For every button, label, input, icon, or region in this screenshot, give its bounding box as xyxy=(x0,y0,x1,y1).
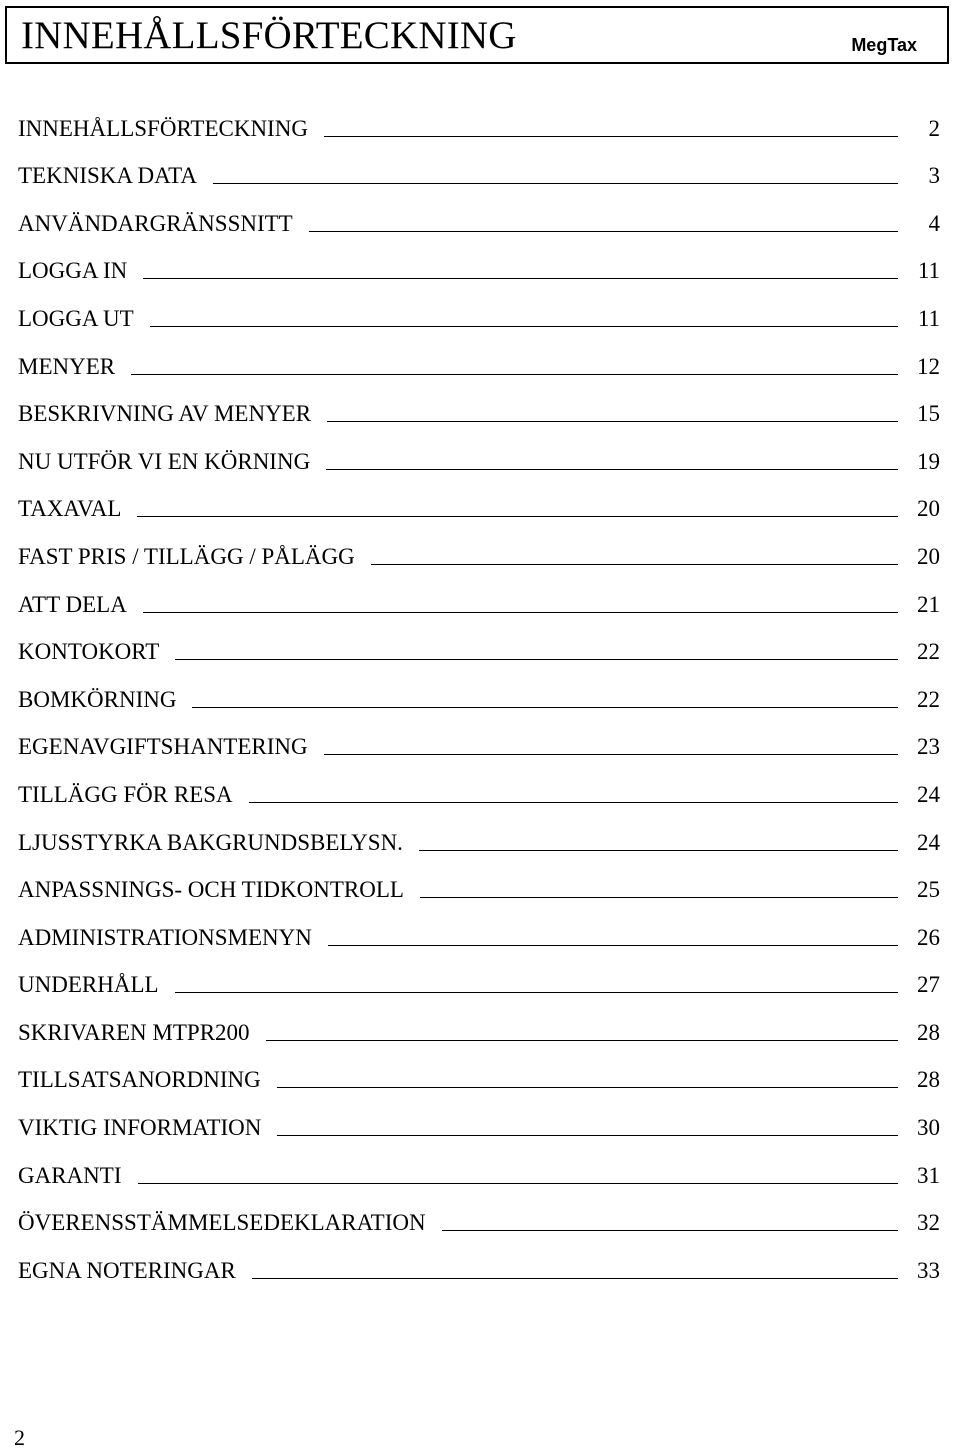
toc-leader-line xyxy=(192,706,898,708)
toc-entry[interactable] xyxy=(18,620,940,668)
toc-entry-page: 23 xyxy=(917,734,940,760)
toc-entry-title: KONTOKORT xyxy=(18,639,160,665)
toc-leader-line xyxy=(150,325,898,327)
toc-leader-line xyxy=(327,420,898,422)
toc-entry-page: 20 xyxy=(917,496,940,522)
toc-entry-page: 24 xyxy=(917,829,940,855)
toc-leader-line xyxy=(326,468,898,470)
toc-leader-line xyxy=(420,896,898,898)
toc-leader-line xyxy=(324,753,898,755)
toc-leader-line xyxy=(277,1086,898,1088)
toc-entry-page: 4 xyxy=(928,210,940,236)
toc-entry-page: 19 xyxy=(917,448,940,474)
toc-leader-line xyxy=(175,991,898,993)
toc-entry-page: 22 xyxy=(917,639,940,665)
toc-entry[interactable] xyxy=(18,144,940,192)
toc-entry-title: ADMINISTRATIONSMENYN xyxy=(18,924,312,950)
toc-entry[interactable] xyxy=(18,572,940,620)
toc-entry-title: TEKNISKA DATA xyxy=(18,163,197,189)
toc-leader-line xyxy=(252,1277,898,1279)
toc-entry-title: BOMKÖRNING xyxy=(18,686,177,712)
toc-entry[interactable] xyxy=(18,524,940,572)
toc-entry-title: VIKTIG INFORMATION xyxy=(18,1115,262,1141)
toc-entry-page: 11 xyxy=(917,258,940,284)
toc-entry-page: 21 xyxy=(917,591,940,617)
toc-entry-title: UNDERHÅLL xyxy=(18,972,159,998)
toc-entry[interactable] xyxy=(18,334,940,382)
toc-entry-title: TILLSATSANORDNING xyxy=(18,1067,261,1093)
toc-entry-title: MENYER xyxy=(18,353,116,379)
toc-leader-line xyxy=(138,1182,899,1184)
toc-leader-line xyxy=(175,658,898,660)
toc-leader-line xyxy=(266,1039,898,1041)
toc-entry-title: LJUSSTYRKA BAKGRUNDSBELYSN. xyxy=(18,829,403,855)
toc-entry-title: EGNA NOTERINGAR xyxy=(18,1257,236,1283)
toc-entry-title: EGENAVGIFTSHANTERING xyxy=(18,734,308,760)
toc-entry-title: FAST PRIS / TILLÄGG / PÅLÄGG xyxy=(18,543,355,569)
toc-entry[interactable] xyxy=(18,1238,940,1286)
toc-entry[interactable] xyxy=(18,667,940,715)
toc-entry[interactable] xyxy=(18,477,940,525)
toc-entry-title: TAXAVAL xyxy=(18,496,122,522)
toc-entry[interactable] xyxy=(18,1048,940,1096)
toc-entry-title: SKRIVAREN MTPR200 xyxy=(18,1019,250,1045)
toc-entry[interactable] xyxy=(18,286,940,334)
toc-entry-page: 31 xyxy=(917,1162,940,1188)
toc-entry-title: INNEHÅLLSFÖRTECKNING xyxy=(18,115,308,141)
toc-entry-page: 28 xyxy=(917,1067,940,1093)
toc-entry-page: 20 xyxy=(917,543,940,569)
toc-leader-line xyxy=(419,849,898,851)
toc-entry-page: 3 xyxy=(928,163,940,189)
toc-entry[interactable] xyxy=(18,1095,940,1143)
toc-entry-page: 28 xyxy=(917,1019,940,1045)
toc-entry-page: 11 xyxy=(917,305,940,331)
toc-leader-line xyxy=(442,1229,898,1231)
page-number: 2 xyxy=(14,1425,25,1450)
page-title: INNEHÅLLSFÖRTECKNING xyxy=(21,14,517,57)
toc-entry-title: BESKRIVNING AV MENYER xyxy=(18,401,312,427)
toc-entry[interactable] xyxy=(18,810,940,858)
page-header xyxy=(5,6,949,64)
toc-leader-line xyxy=(328,944,898,946)
toc-entry-title: ANVÄNDARGRÄNSSNITT xyxy=(18,210,293,236)
toc-entry-page: 27 xyxy=(917,972,940,998)
toc-entry-page: 12 xyxy=(917,353,940,379)
toc-leader-line xyxy=(324,135,898,137)
toc-entry-title: ATT DELA xyxy=(18,591,127,617)
toc-leader-line xyxy=(277,1134,898,1136)
toc-entry[interactable] xyxy=(18,905,940,953)
toc-entry-title: ÖVERENSSTÄMMELSEDEKLARATION xyxy=(18,1210,426,1236)
toc-entry-page: 24 xyxy=(917,781,940,807)
toc-entry[interactable] xyxy=(18,1143,940,1191)
toc-entry[interactable] xyxy=(18,96,940,144)
toc-entry-page: 33 xyxy=(917,1257,940,1283)
toc-entry[interactable] xyxy=(18,382,940,430)
toc-entry-page: 30 xyxy=(917,1115,940,1141)
toc-leader-line xyxy=(213,182,898,184)
toc-leader-line xyxy=(371,563,898,565)
toc-entry-page: 25 xyxy=(917,877,940,903)
toc-leader-line xyxy=(131,373,898,375)
toc-entry-title: ANPASSNINGS- OCH TIDKONTROLL xyxy=(18,877,404,903)
toc-leader-line xyxy=(143,277,898,279)
toc-entry[interactable] xyxy=(18,953,940,1001)
toc-entry[interactable] xyxy=(18,429,940,477)
toc-entry-title: LOGGA IN xyxy=(18,258,128,284)
toc-leader-line xyxy=(143,611,898,613)
toc-entry[interactable] xyxy=(18,858,940,906)
toc-entry[interactable] xyxy=(18,1000,940,1048)
toc-entry-page: 15 xyxy=(917,401,940,427)
toc-entry-page: 32 xyxy=(917,1210,940,1236)
toc-entry[interactable] xyxy=(18,1191,940,1239)
brand-name: MegTax xyxy=(851,35,917,55)
toc-entry-page: 22 xyxy=(917,686,940,712)
table-of-contents xyxy=(18,96,940,1286)
toc-entry-page: 26 xyxy=(917,924,940,950)
toc-entry-title: TILLÄGG FÖR RESA xyxy=(18,781,233,807)
toc-entry[interactable] xyxy=(18,762,940,810)
toc-entry-title: LOGGA UT xyxy=(18,305,134,331)
toc-entry-title: NU UTFÖR VI EN KÖRNING xyxy=(18,448,311,474)
toc-entry-page: 2 xyxy=(928,115,940,141)
toc-leader-line xyxy=(249,801,898,803)
toc-entry[interactable] xyxy=(18,191,940,239)
toc-leader-line xyxy=(137,515,898,517)
toc-entry[interactable] xyxy=(18,239,940,287)
toc-leader-line xyxy=(309,230,898,232)
toc-entry-title: GARANTI xyxy=(18,1162,122,1188)
toc-entry[interactable] xyxy=(18,715,940,763)
